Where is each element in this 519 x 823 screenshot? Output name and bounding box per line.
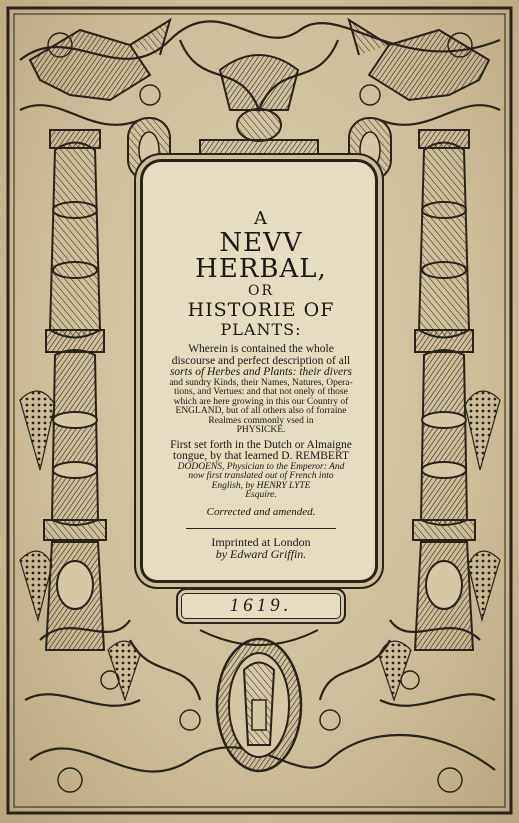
attribution-line: Esquire. xyxy=(245,490,277,500)
title-line-new-herbal: NEVV HERBAL, xyxy=(195,228,327,284)
divider xyxy=(186,528,336,529)
attribution-line: DODOENS, Physician to the Emperor: And xyxy=(177,461,345,472)
description xyxy=(152,344,370,436)
bottom-vase-cartouche-icon xyxy=(217,639,301,771)
imprint-line: Imprinted at London xyxy=(211,534,311,549)
description-line: sorts of Herbes and Plants: their divers xyxy=(169,366,353,378)
title-block xyxy=(150,210,372,560)
title-line-a: A xyxy=(254,208,268,229)
date-plaque xyxy=(176,588,346,624)
griffin-left-icon xyxy=(30,20,170,100)
grape-cluster-icon xyxy=(379,641,411,700)
imprint xyxy=(150,536,372,560)
description-line: and sundry Kinds, their Names, Natures, Opera- xyxy=(169,377,353,388)
grape-cluster-icon xyxy=(20,391,55,470)
description-line: Wherein is contained the whole xyxy=(188,343,334,355)
right-pillar-icon xyxy=(413,130,475,650)
attribution-line: tongue, by that learned D. REMBERT xyxy=(173,450,349,462)
description-line: ENGLAND, but of all others also of forraine xyxy=(175,406,347,416)
description-line: discourse and perfect description of all xyxy=(171,354,351,367)
top-urn-icon xyxy=(200,55,318,158)
title-line-historie: HISTORIE OF xyxy=(187,299,335,321)
grape-cluster-icon xyxy=(465,391,500,470)
griffin-right-icon xyxy=(349,20,489,100)
description-line: tions, and Vertues: and that not onely of those xyxy=(174,387,348,397)
left-pillar-icon xyxy=(44,130,106,650)
corrected-note: Corrected and amended. xyxy=(206,505,316,518)
description-line: which are here growing in this our Country of xyxy=(173,396,349,407)
attribution-line: First set forth in the Dutch or Almaigne xyxy=(170,438,352,451)
grape-cluster-icon xyxy=(20,551,52,620)
attribution-line: now first translated out of French into xyxy=(188,471,334,481)
publication-date: 1619. xyxy=(229,595,293,616)
description-line: PHYSICKE. xyxy=(236,425,286,435)
attribution-line: English, by HENRY LYTE xyxy=(211,480,311,491)
title-line-or: OR xyxy=(247,283,275,299)
grape-cluster-icon xyxy=(468,551,500,620)
title-line-plants: PLANTS: xyxy=(220,320,302,339)
imprint-line: by Edward Griffin. xyxy=(215,546,307,561)
grape-cluster-icon xyxy=(108,641,140,700)
attribution xyxy=(152,440,370,501)
description-line: Realmes commonly vsed in xyxy=(208,415,314,426)
